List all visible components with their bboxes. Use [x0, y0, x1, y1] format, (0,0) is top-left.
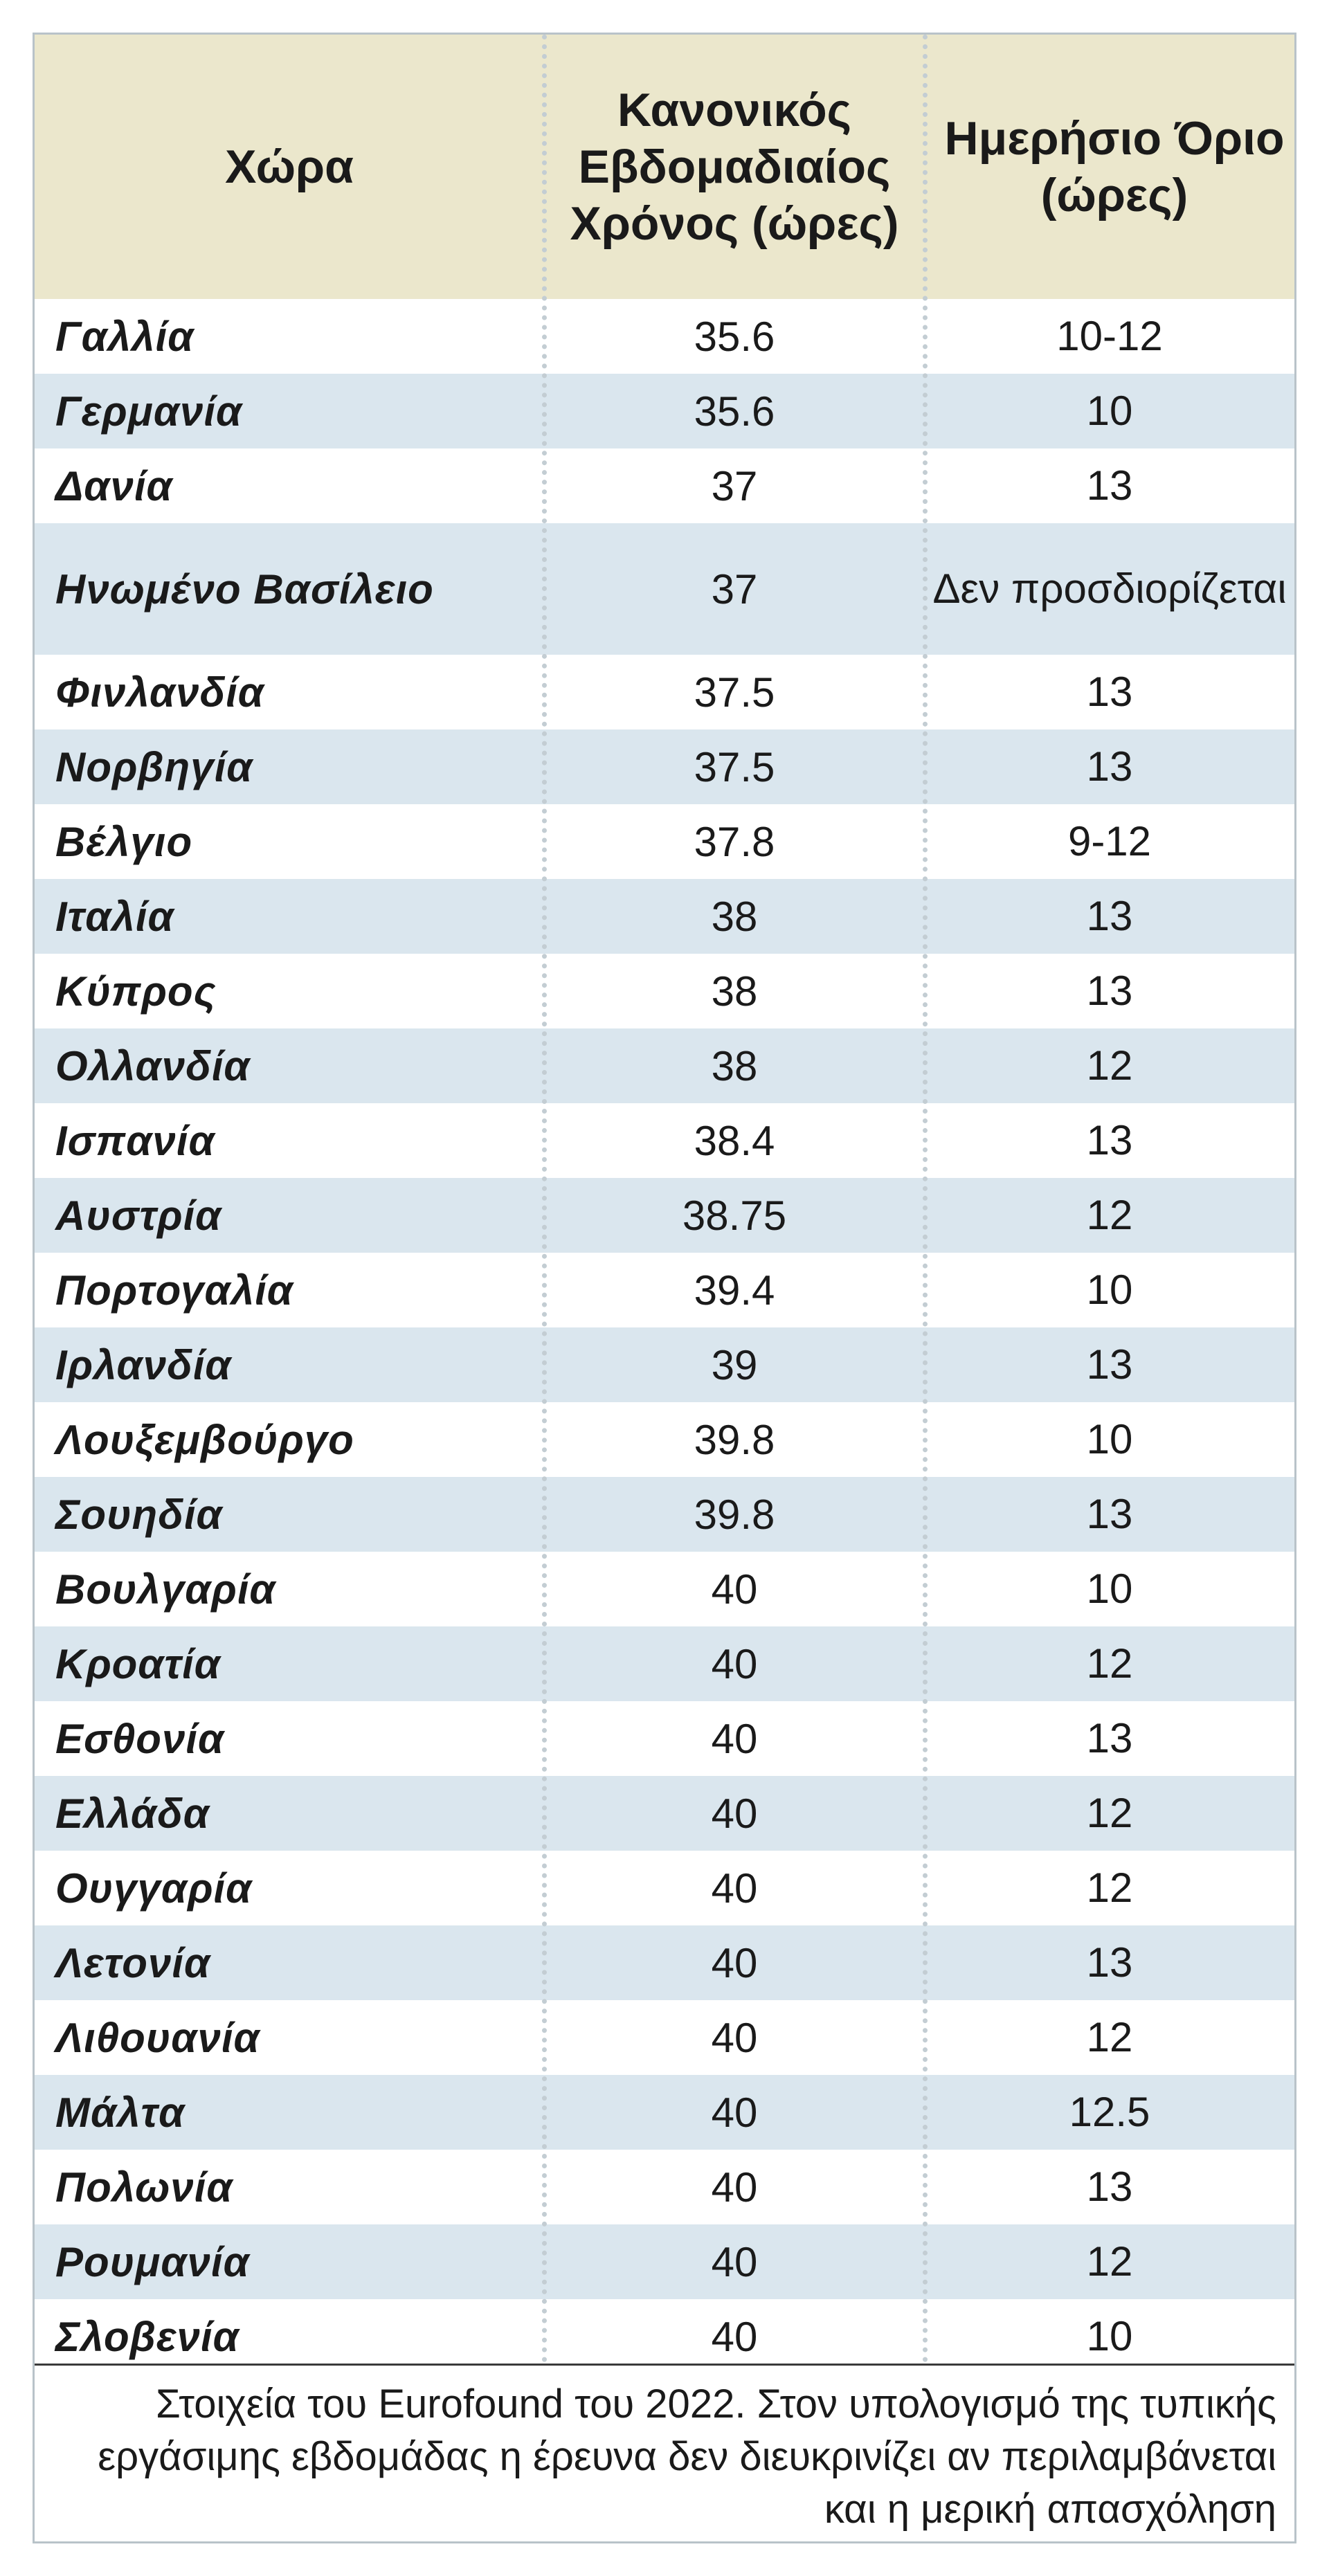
weekly-hours-cell: 40	[711, 1640, 758, 1687]
country-cell: Ολλανδία	[55, 1042, 251, 1089]
country-cell: Γαλλία	[55, 313, 195, 360]
country-cell: Ισπανία	[55, 1117, 215, 1164]
header-daily-limit: Ημερήσιο Όριο (ώρες)	[944, 112, 1285, 221]
weekly-hours-cell: 38.4	[694, 1117, 775, 1164]
table-row	[35, 523, 1294, 655]
table-row	[35, 2224, 1294, 2299]
table-row	[35, 879, 1294, 954]
daily-limit-cell: 10	[1086, 1416, 1133, 1462]
table-row	[35, 1776, 1294, 1851]
daily-limit-cell: 13	[1086, 968, 1133, 1014]
daily-limit-cell: 13	[1086, 1491, 1133, 1537]
weekly-hours-cell: 35.6	[694, 313, 775, 360]
column-divider	[542, 35, 547, 2364]
daily-limit-cell: 9-12	[1067, 818, 1152, 864]
table-row	[35, 1402, 1294, 1477]
country-cell: Φινλανδία	[55, 669, 264, 716]
table-row	[35, 1626, 1294, 1701]
country-cell: Νορβηγία	[55, 743, 253, 790]
country-cell: Σουηδία	[55, 1491, 223, 1538]
daily-limit-cell: 13	[1086, 893, 1133, 939]
country-cell: Πορτογαλία	[55, 1267, 293, 1314]
country-cell: Ελλάδα	[55, 1790, 210, 1837]
table-row	[35, 804, 1294, 879]
weekly-hours-cell: 39.4	[694, 1267, 775, 1314]
table-header	[35, 35, 1294, 299]
country-cell: Λιθουανία	[55, 2014, 260, 2061]
weekly-hours-cell: 39	[711, 1341, 758, 1388]
header-weekly-hours: Κανονικός Εβδομαδιαίος Χρόνος (ώρες)	[570, 84, 899, 250]
table-row	[35, 2075, 1294, 2150]
daily-limit-cell: 13	[1086, 1341, 1133, 1388]
weekly-hours-cell: 38	[711, 1042, 758, 1089]
weekly-hours-cell: 40	[711, 1939, 758, 1986]
weekly-hours-cell: 37.5	[694, 669, 775, 716]
country-cell: Δανία	[55, 462, 173, 509]
country-cell: Ιταλία	[55, 893, 174, 940]
country-cell: Σλοβενία	[55, 2313, 239, 2360]
country-cell: Βουλγαρία	[55, 1566, 276, 1613]
weekly-hours-cell: 40	[711, 2238, 758, 2285]
weekly-hours-cell: 39.8	[694, 1491, 775, 1538]
table-row	[35, 1178, 1294, 1253]
weekly-hours-cell: 40	[711, 2313, 758, 2360]
weekly-hours-cell: 40	[711, 1566, 758, 1613]
daily-limit-cell: 10	[1086, 2313, 1133, 2359]
weekly-hours-cell: 40	[711, 1790, 758, 1837]
daily-limit-cell: 12	[1086, 1865, 1133, 1911]
weekly-hours-cell: 39.8	[694, 1416, 775, 1463]
table-row	[35, 1851, 1294, 1925]
table-row	[35, 448, 1294, 523]
table-row	[35, 1103, 1294, 1178]
country-cell: Μάλτα	[55, 2089, 186, 2136]
country-cell: Κύπρος	[55, 968, 217, 1015]
table-row	[35, 729, 1294, 804]
country-cell: Λετονία	[55, 1939, 211, 1986]
table-row	[35, 1925, 1294, 2000]
country-cell: Πολωνία	[55, 2164, 233, 2211]
weekly-hours-cell: 40	[711, 2164, 758, 2211]
weekly-hours-cell: 37	[711, 462, 758, 509]
table-frame	[33, 33, 1296, 2543]
table-row	[35, 1477, 1294, 1552]
daily-limit-cell: 13	[1086, 1715, 1133, 1761]
country-cell: Ουγγαρία	[55, 1865, 253, 1912]
daily-limit-cell: 13	[1086, 2164, 1133, 2210]
country-cell: Αυστρία	[55, 1192, 222, 1239]
daily-limit-cell: 12	[1086, 2014, 1133, 2060]
column-divider	[923, 35, 928, 2364]
daily-limit-cell: 13	[1086, 669, 1133, 715]
weekly-hours-cell: 38.75	[682, 1192, 787, 1239]
table-row	[35, 2150, 1294, 2224]
daily-limit-cell: Δεν προσδιορίζεται	[932, 565, 1287, 612]
daily-limit-cell: 10-12	[1056, 313, 1163, 359]
table-row	[35, 1552, 1294, 1626]
header-country: Χώρα	[225, 140, 354, 193]
daily-limit-cell: 12.5	[1069, 2089, 1150, 2135]
daily-limit-cell: 12	[1086, 1640, 1133, 1687]
weekly-hours-cell: 38	[711, 893, 758, 940]
country-cell: Ρουμανία	[55, 2238, 250, 2285]
weekly-hours-cell: 37.5	[694, 743, 775, 790]
table-row	[35, 954, 1294, 1028]
weekly-hours-cell: 40	[711, 2014, 758, 2061]
table-row	[35, 1028, 1294, 1103]
weekly-hours-cell: 37	[711, 565, 758, 613]
daily-limit-cell: 13	[1086, 462, 1133, 509]
table-row	[35, 299, 1294, 374]
footnote: Στοιχεία του Eurofound του 2022. Στον υπολογισμό της τυπικής εργάσιμης εβδομάδας η έρευνα δεν διευκρινίζει αν περιλαμβάνεται και η μερική απασχόληση	[98, 2382, 1276, 2532]
country-cell: Βέλγιο	[55, 818, 193, 865]
daily-limit-cell: 12	[1086, 1192, 1133, 1238]
table-row	[35, 2000, 1294, 2075]
country-cell: Κροατία	[55, 1640, 221, 1687]
daily-limit-cell: 13	[1086, 1939, 1133, 1986]
table-row	[35, 1701, 1294, 1776]
daily-limit-cell: 12	[1086, 1790, 1133, 1836]
country-cell: Ηνωμένο Βασίλειο	[55, 565, 434, 613]
country-cell: Ιρλανδία	[55, 1341, 232, 1388]
table-body	[35, 299, 1294, 2374]
table-footer	[35, 2364, 1294, 2541]
country-cell: Εσθονία	[55, 1715, 225, 1762]
daily-limit-cell: 10	[1086, 388, 1133, 434]
daily-limit-cell: 13	[1086, 743, 1133, 790]
country-cell: Γερμανία	[55, 388, 243, 435]
table-row	[35, 1327, 1294, 1402]
weekly-hours-cell: 38	[711, 968, 758, 1015]
daily-limit-cell: 13	[1086, 1117, 1133, 1163]
daily-limit-cell: 10	[1086, 1267, 1133, 1313]
weekly-hours-cell: 40	[711, 1865, 758, 1912]
weekly-hours-cell: 40	[711, 2089, 758, 2136]
daily-limit-cell: 10	[1086, 1566, 1133, 1612]
table-row	[35, 2299, 1294, 2374]
daily-limit-cell: 12	[1086, 2238, 1133, 2285]
table-row	[35, 655, 1294, 729]
weekly-hours-cell: 35.6	[694, 388, 775, 435]
country-cell: Λουξεμβούργο	[55, 1416, 354, 1463]
weekly-hours-cell: 37.8	[694, 818, 775, 865]
table-row	[35, 374, 1294, 448]
weekly-hours-cell: 40	[711, 1715, 758, 1762]
daily-limit-cell: 12	[1086, 1042, 1133, 1089]
table-row	[35, 1253, 1294, 1327]
